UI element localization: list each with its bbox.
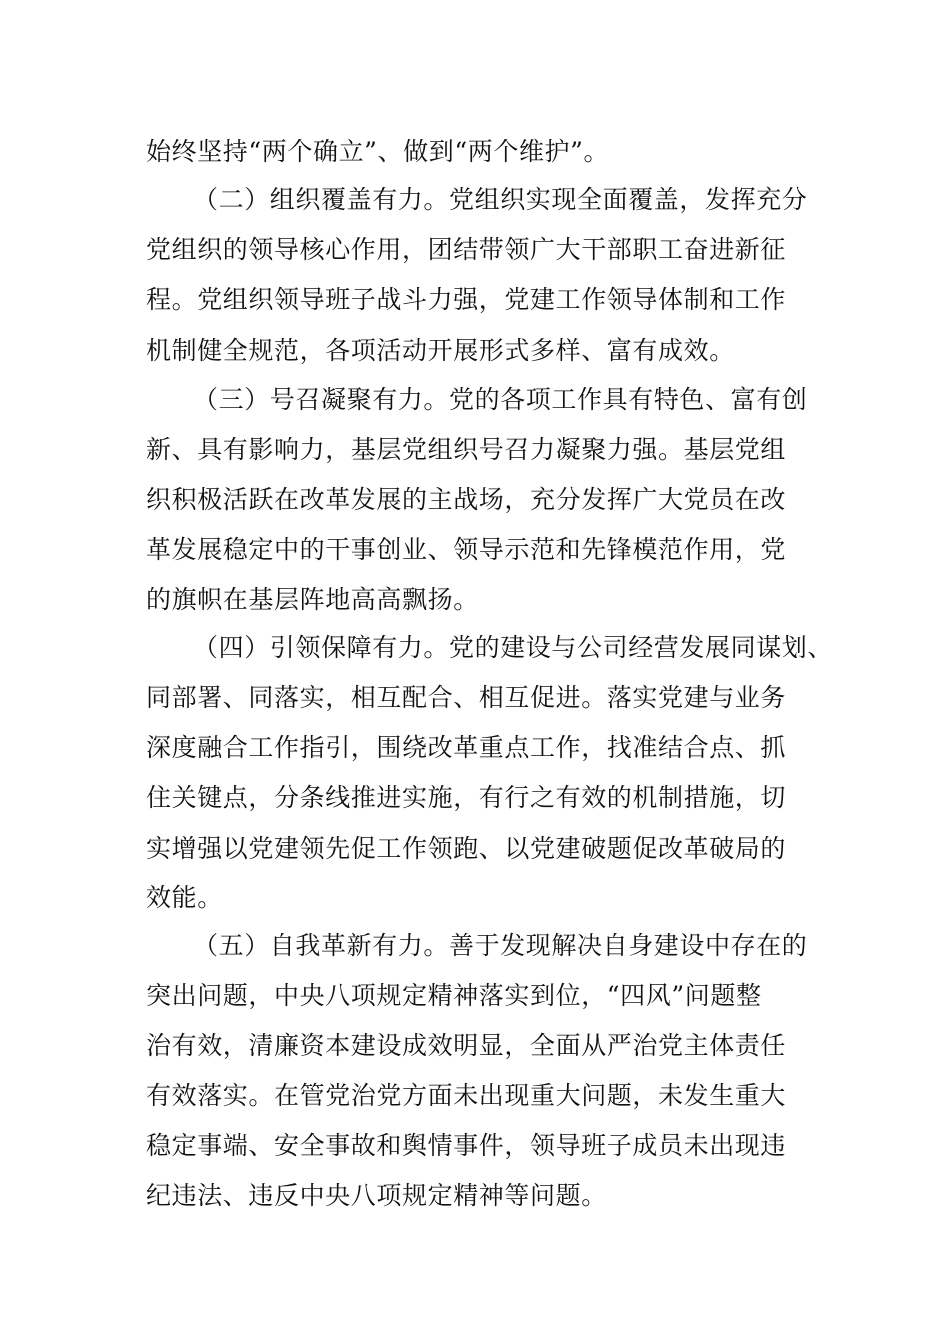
text-line: 突出问题，中央八项规定精神落实到位，“四风”问题整 <box>146 981 762 1010</box>
text-line: 织积极活跃在改革发展的主战场，充分发挥广大党员在改 <box>146 485 787 514</box>
text-line: 始终坚持“两个确立”、做到“两个维护”。 <box>146 137 610 166</box>
text-line: 效能。 <box>146 883 223 912</box>
text-line: 稳定事端、安全事故和舆情事件，领导班子成员未出现违 <box>146 1131 787 1160</box>
paragraph-3-heading-line: （三）号召凝聚有力。党的各项工作具有特色、富有创 <box>193 385 808 414</box>
text-line: 同部署、同落实，相互配合、相互促进。落实党建与业务 <box>146 683 787 712</box>
text-line: 程。党组织领导班子战斗力强，党建工作领导体制和工作 <box>146 285 787 314</box>
paragraph-2-heading-line: （二）组织覆盖有力。党组织实现全面覆盖，发挥充分 <box>193 185 808 214</box>
text-line: 住关键点，分条线推进实施，有行之有效的机制措施，切 <box>146 783 787 812</box>
text-line: 的旗帜在基层阵地高高飘扬。 <box>146 585 479 614</box>
text-line: 纪违法、违反中央八项规定精神等问题。 <box>146 1181 607 1210</box>
text-line: 深度融合工作指引，围绕改革重点工作，找准结合点、抓 <box>146 733 787 762</box>
text-line: 有效落实。在管党治党方面未出现重大问题，未发生重大 <box>146 1081 787 1110</box>
text-line: 治有效，清廉资本建设成效明显，全面从严治党主体责任 <box>146 1031 787 1060</box>
text-line: 机制健全规范，各项活动开展形式多样、富有成效。 <box>146 336 735 365</box>
paragraph-4-heading-line: （四）引领保障有力。党的建设与公司经营发展同谋划、 <box>193 633 834 662</box>
text-line: 新、具有影响力，基层党组织号召力凝聚力强。基层党组 <box>146 435 787 464</box>
text-line: 实增强以党建领先促工作领跑、以党建破题促改革破局的 <box>146 834 787 863</box>
text-line: 党组织的领导核心作用，团结带领广大干部职工奋进新征 <box>146 235 787 264</box>
text-line: 革发展稳定中的干事创业、领导示范和先锋模范作用，党 <box>146 535 787 564</box>
paragraph-5-heading-line: （五）自我革新有力。善于发现解决自身建设中存在的 <box>193 931 808 960</box>
